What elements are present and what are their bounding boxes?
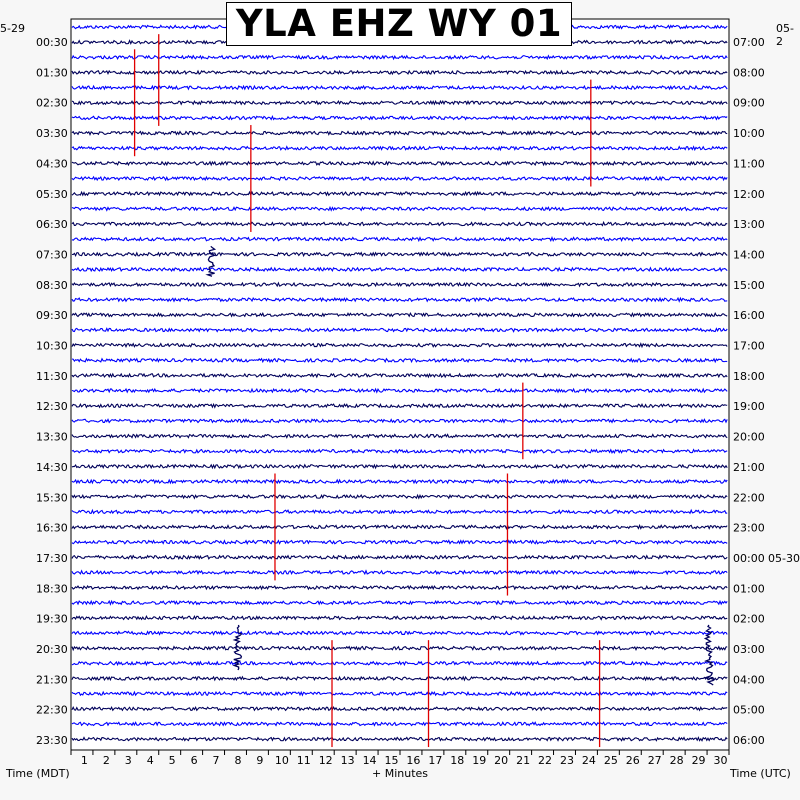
left-time-label: 05:30 [36, 187, 68, 201]
left-time-label: 20:30 [36, 643, 68, 656]
x-axis-left-caption: Time (MDT) [6, 767, 70, 780]
x-axis-right-caption: Time (UTC) [730, 767, 791, 780]
left-time-label: 00:30 [36, 36, 68, 49]
x-tick-label: 27 [647, 754, 662, 767]
right-time-label: 13:00 [733, 218, 765, 232]
right-time-label: 16:00 [733, 309, 765, 323]
x-tick-label: 23 [559, 754, 574, 767]
plot-title: YLA EHZ WY 01 [226, 2, 572, 46]
right-time-label: 09:00 [733, 96, 765, 110]
left-time-label: 19:30 [36, 612, 68, 626]
x-tick-label: 2 [102, 754, 110, 767]
left-time-label: 18:30 [36, 582, 68, 596]
right-time-label: 06:00 [733, 734, 765, 748]
left-time-label: 04:30 [36, 157, 68, 171]
left-time-label: 21:30 [36, 673, 68, 687]
x-tick-label: 20 [494, 754, 509, 767]
x-tick-label: 30 [713, 754, 728, 767]
left-time-label: 14:30 [36, 460, 68, 474]
x-tick-label: 7 [212, 754, 220, 767]
x-tick-label: 25 [603, 754, 618, 767]
left-time-label: 23:30 [36, 734, 68, 748]
left-time-label: 16:30 [36, 521, 68, 535]
right-time-label: 05:00 [733, 703, 765, 717]
right-time-label: 10:00 [733, 127, 765, 141]
left-time-label: 13:30 [36, 430, 68, 444]
left-time-label: 09:30 [36, 309, 68, 323]
right-time-label: 23:00 [733, 521, 765, 535]
x-tick-label: 21 [516, 754, 531, 767]
right-time-label: 02:00 [733, 612, 765, 626]
x-tick-label: 14 [362, 754, 377, 767]
start-date-label: 5-29 [0, 22, 25, 35]
x-tick-label: 11 [296, 754, 311, 767]
x-tick-label: 28 [669, 754, 684, 767]
end-date-label: 05-2 [776, 22, 794, 48]
right-time-label: 15:00 [733, 278, 765, 292]
right-time-label: 20:00 [733, 430, 765, 444]
right-time-label: 07:00 [733, 36, 765, 49]
left-time-label: 12:30 [36, 400, 68, 414]
left-time-label: 10:30 [36, 339, 68, 353]
date-rollover-label: 05-30 [768, 551, 800, 565]
left-time-label: 08:30 [36, 278, 68, 292]
x-tick-label: 16 [406, 754, 421, 767]
x-tick-label: 1 [80, 754, 88, 767]
x-tick-label: 5 [168, 754, 176, 767]
left-time-label: 02:30 [36, 96, 68, 110]
left-time-label: 01:30 [36, 66, 68, 80]
left-time-label: 07:30 [36, 248, 68, 262]
right-time-label: 22:00 [733, 491, 765, 505]
left-time-label: 03:30 [36, 127, 68, 141]
left-time-label: 22:30 [36, 703, 68, 717]
x-tick-label: 13 [340, 754, 355, 767]
right-time-label: 17:00 [733, 339, 765, 353]
right-time-label: 21:00 [733, 460, 765, 474]
left-time-label: 15:30 [36, 491, 68, 505]
x-tick-label: 9 [256, 754, 264, 767]
left-time-label: 17:30 [36, 551, 68, 565]
x-tick-label: 18 [450, 754, 465, 767]
right-time-label: 03:00 [733, 643, 765, 656]
plot-frame [71, 19, 729, 750]
x-axis-center-caption: + Minutes [372, 767, 429, 780]
x-tick-label: 6 [190, 754, 198, 767]
left-time-label: 06:30 [36, 218, 68, 232]
right-time-label: 11:00 [733, 157, 765, 171]
right-time-label: 08:00 [733, 66, 765, 80]
x-tick-label: 19 [472, 754, 487, 767]
right-time-label: 19:00 [733, 400, 765, 414]
x-tick-label: 26 [625, 754, 640, 767]
right-time-label: 04:00 [733, 673, 765, 687]
x-tick-label: 15 [384, 754, 399, 767]
x-tick-label: 8 [234, 754, 242, 767]
x-tick-label: 29 [691, 754, 706, 767]
right-time-label: 00:00 [733, 551, 765, 565]
x-tick-label: 4 [146, 754, 154, 767]
x-tick-label: 17 [428, 754, 443, 767]
right-time-label: 12:00 [733, 187, 765, 201]
right-time-label: 14:00 [733, 248, 765, 262]
x-tick-label: 3 [124, 754, 132, 767]
x-tick-label: 10 [274, 754, 289, 767]
right-time-label: 18:00 [733, 369, 765, 383]
x-tick-label: 24 [581, 754, 596, 767]
x-tick-label: 22 [538, 754, 553, 767]
left-time-label: 11:30 [36, 369, 68, 383]
x-tick-label: 12 [318, 754, 333, 767]
right-time-label: 01:00 [733, 582, 765, 596]
